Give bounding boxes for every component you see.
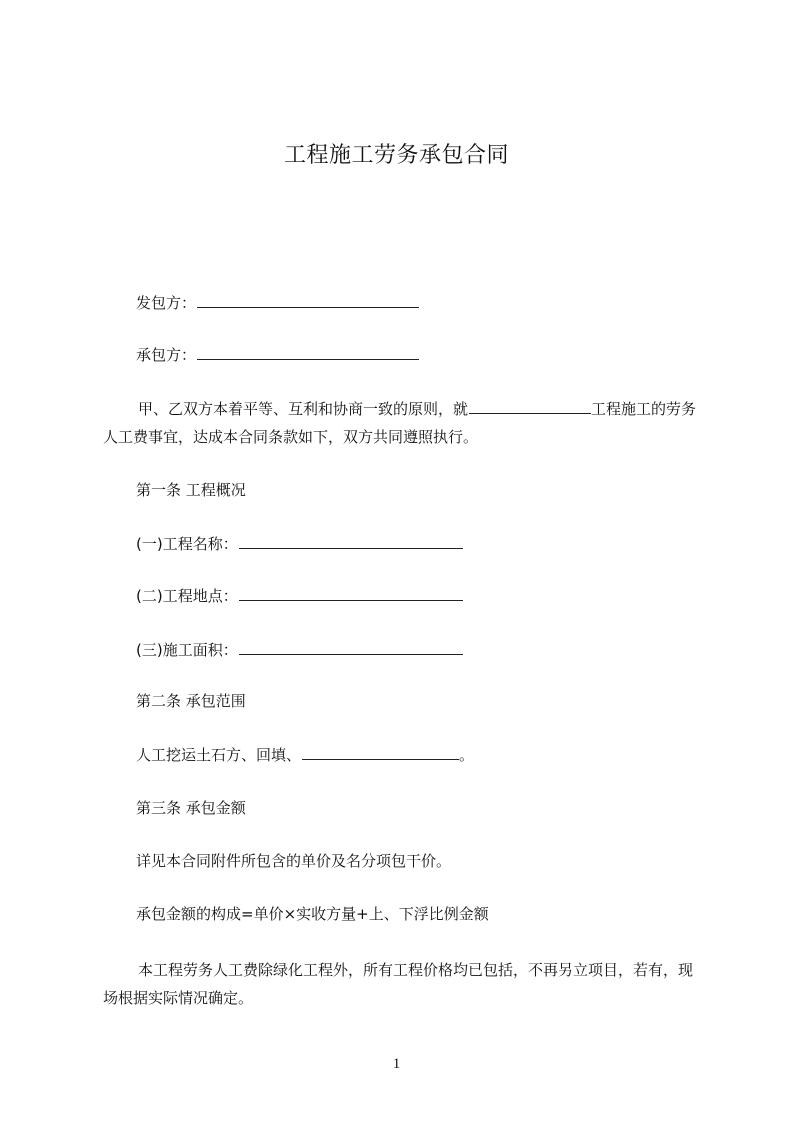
intro-text-part2: 工程施工的劳务人工费事宜，达成本合同条款如下，双方共同遵照执行。 <box>103 400 697 446</box>
intro-text-part1: 甲、乙双方本着平等、互利和协商一致的原则，就 <box>138 400 469 418</box>
project-location-blank[interactable] <box>239 585 463 601</box>
contractor-line <box>136 344 419 365</box>
page-title: 工程施工劳务承包合同 <box>283 143 509 168</box>
labor-cost-paragraph <box>103 956 703 1012</box>
article3-heading: 第三条 承包金额 <box>136 799 246 817</box>
project-name-line <box>136 533 463 554</box>
employer-blank[interactable] <box>197 292 419 308</box>
scope-blank[interactable] <box>302 744 459 760</box>
employer-label: 发包方： <box>136 294 197 312</box>
scope-text: 人工挖运土石方、回填、 <box>136 746 302 764</box>
project-location-label: (二)工程地点： <box>136 587 238 605</box>
article1-heading: 第一条 工程概况 <box>136 481 246 499</box>
project-location-line <box>136 585 463 606</box>
contractor-blank[interactable] <box>197 344 419 360</box>
employer-line <box>136 292 419 313</box>
construction-area-line <box>136 639 463 660</box>
construction-area-blank[interactable] <box>239 639 463 655</box>
construction-area-label: (三)施工面积： <box>136 641 238 659</box>
price-composition-line: 承包金额的构成=单价×实收方量+上、下浮比例金额 <box>136 905 489 923</box>
project-blank[interactable] <box>469 398 591 414</box>
contractor-label: 承包方： <box>136 346 197 364</box>
labor-cost-text: 本工程劳务人工费除绿化工程外，所有工程价格均已包括，不再另立项目，若有，现场根据实际情况确定。 <box>103 961 694 1007</box>
project-name-blank[interactable] <box>239 533 463 549</box>
project-name-label: (一)工程名称： <box>136 535 238 553</box>
price-detail-line: 详见本合同附件所包含的单价及名分项包干价。 <box>136 852 452 870</box>
scope-line <box>136 744 474 765</box>
scope-end: 。 <box>459 746 475 764</box>
article2-heading: 第二条 承包范围 <box>136 692 246 710</box>
intro-paragraph <box>103 395 703 451</box>
page-number: 1 <box>392 1056 401 1072</box>
